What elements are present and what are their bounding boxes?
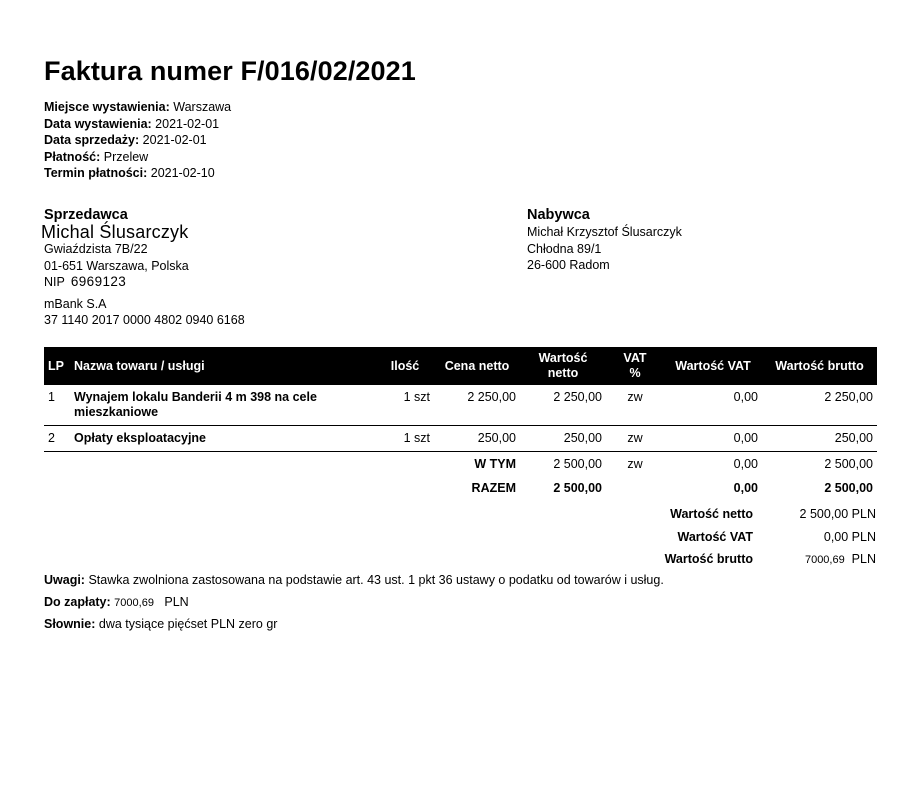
buyer-block [527,206,682,274]
note-remarks: Uwagi: Stawka zwolniona zastosowana na podstawie art. 43 ust. 1 pkt 36 ustawy o podatku od towarów i usług. [44,573,664,587]
note-in-words: Słownie: dwa tysiące pięćset PLN zero gr [44,617,278,631]
header-net-value: Wartość netto [520,347,606,385]
invoice-title: Faktura numer F/016/02/2021 [44,56,416,86]
wtym-row: W TYM 2 500,00 zw 0,00 2 500,00 [474,457,873,471]
header-name: Nazwa towaru / usługi [70,347,376,385]
table-header [44,347,877,385]
meta-due-date: Termin płatności: 2021-02-10 [44,166,215,180]
seller-street: Gwiaździsta 7B/22 [44,242,148,256]
header-vat-rate: VAT % [606,347,664,385]
items-table [44,347,877,500]
notes-block [44,572,664,638]
seller-bank: mBank S.A [44,296,107,311]
total-net: Wartość netto 2 500,00 PLN [670,507,876,522]
total-vat: Wartość VAT 0,00 PLN [677,529,876,544]
header-lp: LP [44,347,70,385]
table-row: 1 Wynajem lokalu Banderii 4 m 398 na cele mieszkaniowe 1 szt 2 250,00 2 250,00 zw 0,00 2 250,00 [44,385,877,426]
header-gross-value: Wartość brutto [762,347,877,385]
note-amount-due: Do zapłaty: 7000,69 PLN [44,595,189,609]
meta-issue-date: Data wystawienia: 2021-02-01 [44,116,220,131]
seller-heading: Sprzedawca [44,207,128,223]
meta-place: Miejsce wystawienia: Warszawa [44,100,232,114]
meta-sale-date: Data sprzedaży: 2021-02-01 [44,133,207,147]
seller-account: 37 1140 2017 0000 4802 0940 6168 [44,313,245,327]
seller-block [41,206,245,329]
header-net-price: Cena netto [434,347,520,385]
total-gross: Wartość brutto 7000,69 PLN [664,552,876,567]
seller-name: Michal Ślusarczyk [41,222,189,242]
seller-city: 01-651 Warszawa, Polska [44,258,189,273]
razem-row: RAZEM 2 500,00 0,00 2 500,00 [471,481,873,495]
header-vat-value: Wartość VAT [664,347,762,385]
invoice-meta [44,99,231,182]
table-row: 2 Opłaty eksploatacyjne 1 szt 250,00 250,00 zw 0,00 250,00 [44,426,877,452]
buyer-city: 26-600 Radom [527,258,610,272]
totals-block [600,503,876,571]
seller-nip: NIP 6969123 [44,274,127,289]
buyer-name: Michał Krzysztof Ślusarczyk [527,225,682,239]
meta-payment: Płatność: Przelew [44,149,149,164]
buyer-heading: Nabywca [527,207,590,223]
header-qty: Ilość [376,347,434,385]
buyer-street: Chłodna 89/1 [527,241,602,256]
